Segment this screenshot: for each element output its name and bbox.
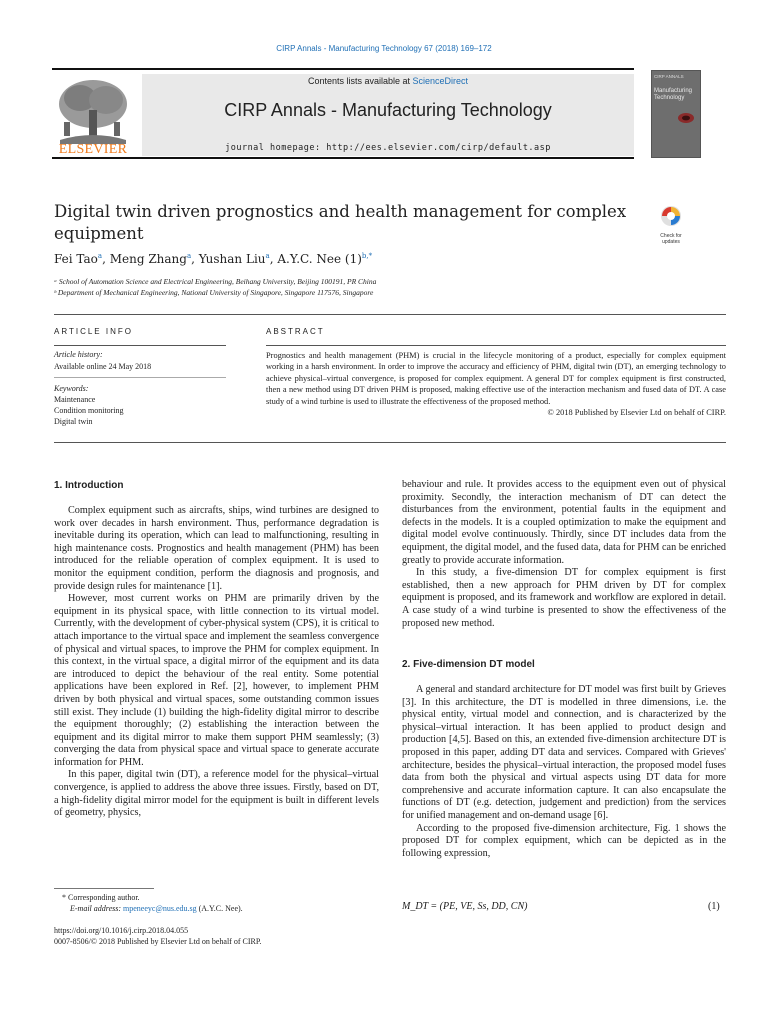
article-info-heading: ARTICLE INFO: [54, 327, 133, 336]
email-link[interactable]: mpeneeyc@nus.edu.sg: [123, 904, 197, 913]
author-1-affil[interactable]: a: [97, 252, 103, 260]
corresponding-mark: *: [62, 893, 66, 902]
corresponding-text: Corresponding author.: [68, 893, 140, 902]
doi-link[interactable]: https://doi.org/10.1016/j.cirp.2018.04.055: [54, 926, 189, 935]
keyword-item: Condition monitoring: [54, 406, 124, 415]
cover-small-title: CIRP ANNALS: [654, 74, 684, 79]
equation-number: (1): [708, 901, 720, 912]
author-sep: ,: [269, 252, 278, 266]
journal-citation[interactable]: CIRP Annals - Manufacturing Technology 67 (2018) 169–172: [276, 44, 492, 53]
affiliation-b: ᵇ Department of Mechanical Engineering, National University of Singapore, Singapore 117576, Singapore: [54, 288, 374, 297]
abstract-copyright: © 2018 Published by Elsevier Ltd on behalf of CIRP.: [547, 408, 726, 418]
keywords-rule: [54, 377, 226, 378]
history-value: Available online 24 May 2018: [54, 362, 152, 371]
info-top-rule: [54, 314, 726, 315]
elsevier-wordmark: ELSEVIER: [58, 142, 128, 157]
sec2-paragraph-1: A general and standard architecture for DT model was first built by Grieves [3]. In this architecture, the DT is modelled in three dimensions, i.e. the physical entity, virtual model and connection, and is characterized by the physical–virtual interaction. It has been applied to product design and production [4,5]. Based on this, an extended five-dimension architecture DT is proposed in this paper, adding DT data and services. Compared with Grieves' architecture, besides the physical–virtual interaction, the proposed model fuses data from both the physical and virtual aspects using DT data for more comprehensive and accurate information capture. It can also encapsulate the functions of DT (e.g. detection, judgement and prediction) from the services for unified management and on-demand usage [6].: [402, 684, 726, 821]
right-paragraph-2: In this study, a five-dimension DT for complex equipment is first established, then a new approach for PHM driven by DT for complex equipment is proposed, and its framework and workflow are explored in detail. A case study of a wind turbine is presented to show the effectiveness of the proposed new method.: [402, 567, 726, 629]
author-4: A.Y.C. Nee (1): [277, 252, 362, 266]
email-label: E-mail address:: [70, 904, 122, 913]
check-updates-label: Check for updates: [660, 233, 682, 245]
intro-paragraph-1: Complex equipment such as aircrafts, ships, wind turbines are designed to work over decades in harsh environment. Thus, performance degradation is inevitable during its operation, which can lead to malfunctioning, resulting in high maintenance costs. Prognostics and health management (PHM) has been introduced for the reliable operation of complex equipment. It is used to monitor the equipment condition, perform the diagnosis and prognosis, and provide design rules for maintenance [1].: [54, 505, 379, 592]
author-sep: ,: [102, 252, 110, 266]
author-1: Fei Tao: [54, 252, 98, 266]
info-bottom-rule: [54, 442, 726, 443]
keyword-item: Maintenance: [54, 395, 96, 404]
sciencedirect-link[interactable]: ScienceDirect: [412, 76, 469, 86]
section-2-heading: 2. Five-dimension DT model: [402, 659, 535, 670]
history-label: Article history:: [54, 350, 103, 359]
contents-line: [142, 76, 634, 86]
cover-title: Manufacturing Technology: [654, 88, 693, 101]
author-2-affil[interactable]: a: [186, 252, 192, 260]
author-3: Yushan Liu: [198, 252, 266, 266]
contents-prefix: Contents lists available at: [307, 76, 413, 86]
paper-title: Digital twin driven prognostics and health management for complex equipment: [54, 202, 627, 243]
sec2-paragraph-2: According to the proposed five-dimension architecture, Fig. 1 shows the proposed DT for complex equipment, which can be depicted as in the following expression,: [402, 822, 726, 859]
abstract-rule: [266, 345, 726, 346]
corresponding-author-note: [62, 893, 140, 904]
email-note: [70, 904, 243, 915]
cover-image-icon: [676, 112, 696, 124]
right-paragraph-1: behaviour and rule. It provides access to the equipment even out of physical proximity. Secondly, the interaction mechanism of DT can detect the disturbances from the environment, potential faults in the equipment and defects in the models. It is a coupled optimization to make the equipment and digital model evolve continuously. Thirdly, since DT includes data from the equipment, the digital model, and the fused data, data for PHM can be enriched greatly to provide accurate information.: [402, 479, 726, 566]
footnote-rule: [54, 888, 154, 889]
header-top-rule: [52, 68, 634, 70]
abstract-text: [266, 350, 726, 418]
article-info-rule: [54, 345, 226, 346]
header-bottom-rule: [52, 157, 634, 159]
author-sep: ,: [191, 252, 199, 266]
keywords-label: Keywords:: [54, 384, 89, 393]
author-2: Meng Zhang: [109, 252, 187, 266]
intro-paragraph-3: In this paper, digital twin (DT), a reference model for the physical–virtual convergence, is applied to address the above three issues. Firstly, based on DT, a high-fidelity digital mirror model for the equipment is built in different levels of geometry, physics,: [54, 769, 379, 819]
equation-1: M_DT = (PE, VE, Ss, DD, CN): [402, 901, 528, 912]
right-column-top: [402, 479, 726, 630]
author-4-affil[interactable]: b,*: [361, 252, 373, 260]
keyword-item: Digital twin: [54, 417, 93, 426]
check-for-updates-badge[interactable]: [652, 204, 690, 245]
affiliation-a: ᵃ School of Automation Science and Electrical Engineering, Beihang University, Beijing 100191, PR China: [54, 277, 377, 286]
right-column-sec2: [402, 684, 726, 860]
author-list: [54, 252, 372, 266]
abstract-heading: ABSTRACT: [266, 327, 325, 336]
email-suffix: (A.Y.C. Nee).: [198, 904, 243, 913]
left-column: [54, 505, 379, 820]
journal-title: CIRP Annals - Manufacturing Technology: [224, 100, 552, 120]
intro-paragraph-2: However, most current works on PHM are primarily driven by the equipment in its physical space, with little connection to its virtual model. Currently, with the development of cyber-physical system (CPS), it is critical to attach importance to the virtual space and implement the seamless convergence of physical and virtual spaces, to improve the PHM for complex equipment. In this context, in the virtual space, a digital mirror of the equipment and its data are introduced to depict the behaviour of the real entity. Some potential applications have been explored in Ref. [2], however, to implement PHM driven by both physical and virtual spaces, some outstanding common issues still exist. They include (1) building the high-fidelity digital mirror to describe the equipment thoroughly; (2) establishing the interaction between the equipment and its digital mirror to make them support PHM seamlessly; (3) converging the data from physical space and virtual space to generate accurate information for PHM.: [54, 593, 379, 768]
issn-copyright: 0007-8506/© 2018 Published by Elsevier Ltd on behalf of CIRP.: [54, 937, 262, 946]
check-updates-icon: [652, 204, 690, 230]
abstract-body: Prognostics and health management (PHM) is crucial in the lifecycle monitoring of a product, especially for complex equipment working in a harsh environment. In order to improve the accuracy and efficiency of PHM, digital twin (DT), an emerging technology to achieve physical–virtual convergence, is proposed for complex equipment. A general DT for complex equipment is first constructed, then a new method using DT driven PHM is proposed, making effective use of the interaction mechanism and fused data of DT. A case study of a wind turbine is used to illustrate the effectiveness of the proposed method.: [266, 351, 726, 406]
journal-homepage[interactable]: journal homepage: http://ees.elsevier.com/cirp/default.asp: [225, 143, 551, 153]
author-3-affil[interactable]: a: [265, 252, 270, 260]
section-1-heading: 1. Introduction: [54, 480, 124, 491]
